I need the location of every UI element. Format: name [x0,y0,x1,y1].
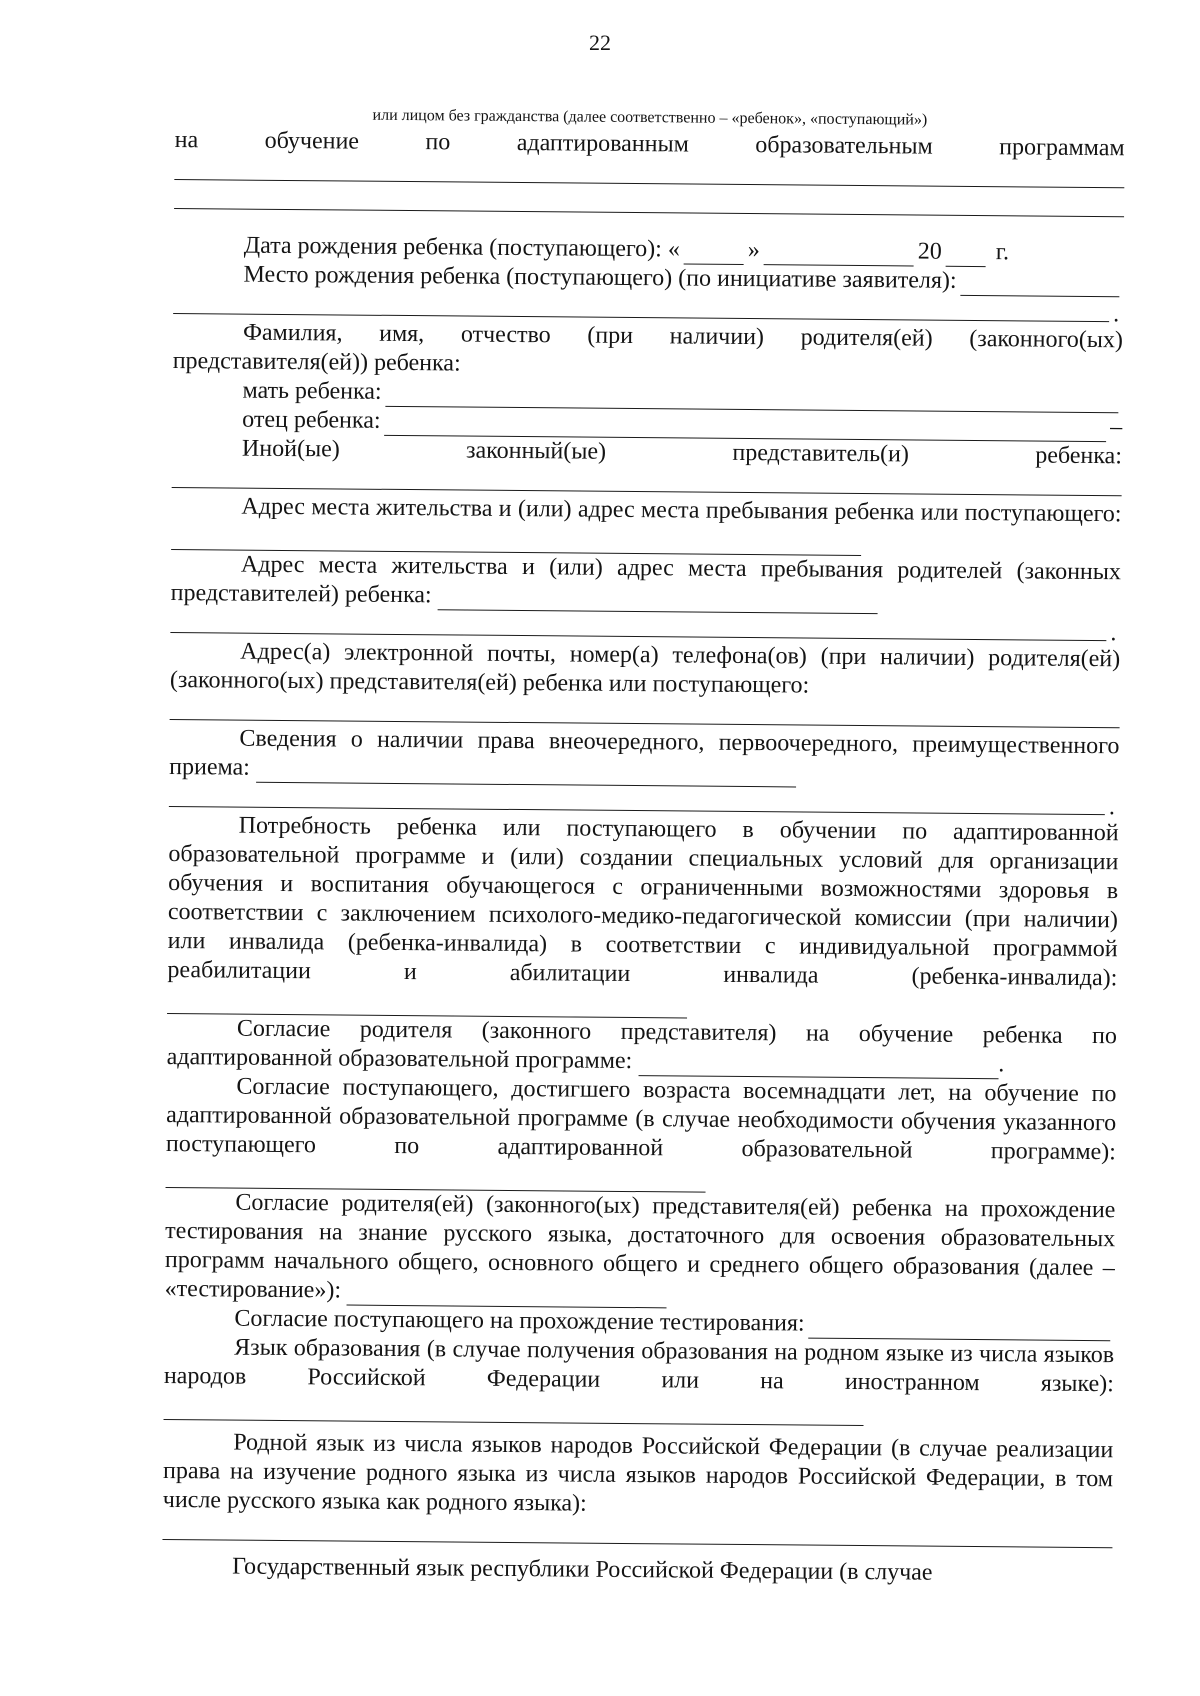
citizenship-note: или лицом без гражданства (далее соответственно – «ребенок», «поступающий») [372,106,928,129]
page-number: 22 [589,30,611,55]
application-form [162,104,1125,1589]
birth-year-field[interactable] [946,246,986,267]
birth-day-field[interactable] [684,243,744,265]
education-language-label: Язык образования (в случае получения образования на родном языке из числа языков народов Российской Федерации или на иностранном языке): [164,1333,1115,1428]
priority-right-label: Сведения о наличии права внеочередного, первоочередного, преимущественного приема: [169,724,1119,790]
birth-date-quote: » [747,237,760,264]
fio-word: (законного(ых) [969,325,1124,354]
programs-word: обучение [264,127,360,155]
other-rep-word: ребенка: [1035,442,1123,470]
other-rep-word: Иной(ые) [241,435,340,463]
contacts-label: Адрес(а) электронной почты, номер(а) телефона(ов) (при наличии) родителя(ей) (законного(ых) представителя(ей) ребенка или поступающего: [169,638,1121,699]
birth-date-label: Дата рождения ребенка (поступающего): « [243,232,680,263]
mother-label: мать ребенка: [242,377,382,405]
fio-word: (при [587,322,634,350]
consent-adult-label: Согласие поступающего, достигшего возраста восемнадцати лет, на обучение по адаптированной образовательной программе (в случае необходимости обучения указанного поступающего по адаптированной образовательной программе): [166,1072,1117,1196]
adapted-need-label: Потребность ребенка или поступающего в обучении по адаптированной образовательной программе и (или) создании специальных условий для организации обучения и воспитания обучающегося с ограниченными возможностями здоровья в соответствии с заключением психолого-медико-педагогической комиссии (при наличии) или инвалида (ребенка-инвалида) в соответствии с индивидуальной программой реабилитации и абилитации инвалида (ребенка-инвалида): [167,811,1119,1022]
father-label: отец ребенка: [242,406,381,434]
programs-word: по [425,129,451,156]
consent-testing-parents-label: Согласие родителя(ей) (законного(ых) представителя(ей) ребенка на прохождение тестирования на знание русского языка, достаточного для освоения образовательных программ начального общего, основного общего и среднего общего образования (далее – «тестирование»): [165,1188,1116,1312]
other-rep-word: законный(ые) [465,437,607,465]
parents-fio-label: представителя(ей)) ребенка: [172,347,461,377]
fio-word: родителя(ей) [800,324,933,352]
consent-testing-applicant-field[interactable] [809,1318,1111,1342]
address-child-label: Адрес места жительства и (или) адрес места пребывания ребенка или поступающего: [171,492,1121,558]
programs-word: адаптированным [516,129,689,158]
state-language-label: Государственный язык республики Российской Федерации (в случае [232,1553,933,1586]
consent-testing-applicant-label: Согласие поступающего на прохождение тестирования: [234,1305,805,1337]
fio-word: наличии) [669,323,765,351]
programs-word: на [174,126,199,154]
fio-word: отчество [460,321,551,349]
fio-word: Фамилия, [242,319,343,347]
address-parents-label: Адрес места жительства и (или) адрес места пребывания родителей (законных представителей) ребенка: [171,550,1121,616]
birth-place-field[interactable] [961,275,1120,297]
programs-word: программам [999,134,1125,162]
father-row: отец ребенка: – [242,406,1123,441]
birth-year-prefix: 20 [917,238,942,265]
birth-year-suffix: г. [995,239,1010,266]
other-rep-word: представитель(и) [732,439,910,468]
native-language-label: Родной язык из числа языков народов Российской Федерации (в случае реализации права на изучение родного языка из числа языков народов Российской Федерации, в том числе русского языка как родного языка): [162,1429,1114,1517]
fio-word: имя, [379,320,425,348]
programs-blank-2[interactable] [174,184,1124,217]
birth-place-label: Место рождения ребенка (поступающего) (по инициативе заявителя): [243,261,957,294]
consent-testing-parents-field[interactable] [347,1285,667,1309]
programs-word: образовательным [755,132,933,160]
consent-parent-label: Согласие родителя (законного представителя) на обучение ребенка по адаптированной образовательной программе: . [166,1015,1118,1078]
birth-month-field[interactable] [764,244,914,266]
